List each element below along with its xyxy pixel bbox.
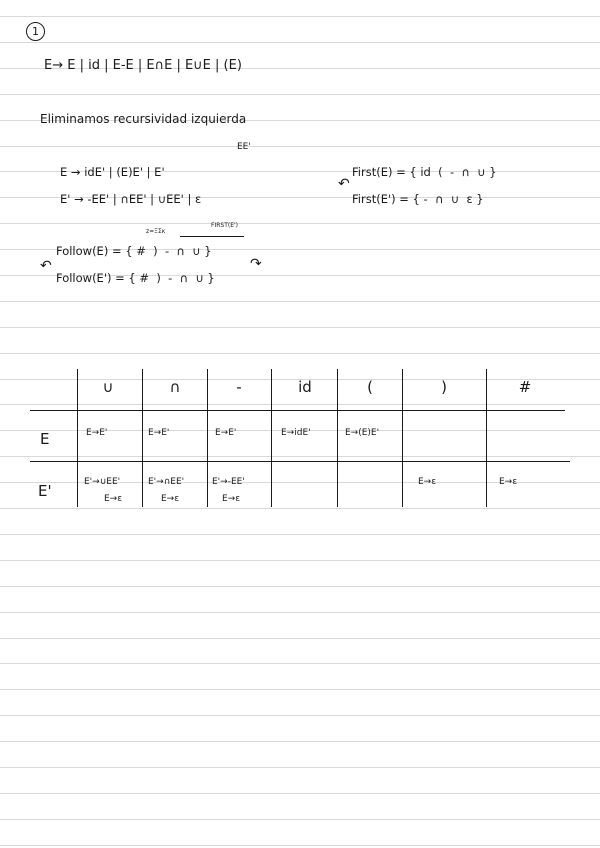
- header-intersection: ∩: [169, 378, 181, 396]
- ruled-line: [0, 715, 600, 716]
- header-minus: -: [236, 378, 242, 396]
- ruled-line: [0, 560, 600, 561]
- header-lparen: (: [367, 378, 373, 396]
- row-label-e: E: [40, 430, 50, 448]
- cell-eprime-minus: E'→-EE': [212, 477, 245, 487]
- ruled-line: [0, 689, 600, 690]
- ruled-line: [0, 612, 600, 613]
- ruled-line: [0, 223, 600, 224]
- exercise-number: 1: [26, 22, 45, 41]
- header-id: id: [298, 378, 312, 396]
- grammar-line: E→ E | id | E-E | E∩E | E∪E | (E): [44, 58, 242, 73]
- cell-e-intersection: E→E': [148, 428, 170, 438]
- ruled-line: [0, 534, 600, 535]
- table-hline-1: [30, 410, 565, 411]
- curved-arrow-right-icon: ↷: [250, 256, 262, 272]
- annotation-ee: EE': [237, 142, 251, 152]
- ruled-line: [0, 819, 600, 820]
- table-vline-7: [486, 369, 487, 507]
- cell-eprime-intersection-epsilon: E→ε: [161, 494, 180, 504]
- ruled-line: [0, 793, 600, 794]
- ruled-line: [0, 94, 600, 95]
- cell-e-lparen: E→(E)E': [345, 428, 380, 438]
- cell-eprime-union: E'→∪EE': [84, 477, 121, 487]
- header-hash: #: [518, 378, 532, 396]
- ruled-line: [0, 146, 600, 147]
- table-vline-2: [142, 369, 143, 507]
- table-hline-2: [30, 461, 570, 462]
- follow-e: Follow(E) = { # ) - ∩ ∪ }: [56, 244, 212, 258]
- ruled-line: [0, 767, 600, 768]
- ruled-line: [0, 16, 600, 17]
- first-eprime-note: FIRST(E'): [211, 222, 238, 229]
- ruled-line: [0, 353, 600, 354]
- ruled-line: [0, 327, 600, 328]
- table-vline-6: [402, 369, 403, 507]
- first-e: First(E) = { id ( - ∩ ∪ }: [352, 165, 497, 179]
- cell-eprime-minus-epsilon: E→ε: [222, 494, 241, 504]
- cell-e-minus: E→E': [215, 428, 237, 438]
- ruled-line: [0, 638, 600, 639]
- header-union: ∪: [102, 378, 114, 396]
- ruled-line: [0, 741, 600, 742]
- ruled-line: [0, 42, 600, 43]
- ruled-line: [0, 508, 600, 509]
- curved-arrow-left-icon: ↶: [40, 258, 52, 274]
- ruled-line: [0, 456, 600, 457]
- bracket-line: [180, 236, 244, 237]
- cell-eprime-intersection: E'→∩EE': [148, 477, 185, 487]
- header-rparen: ): [441, 378, 447, 396]
- cell-eprime-hash: E→ε: [499, 477, 518, 487]
- ruled-line: [0, 663, 600, 664]
- curved-arrow-icon: ↶: [338, 176, 350, 192]
- table-vline-4: [271, 369, 272, 507]
- table-vline-5: [337, 369, 338, 507]
- cell-eprime-union-epsilon: E→ε: [104, 494, 123, 504]
- row-label-e-prime: E': [38, 482, 52, 500]
- ruled-line: [0, 404, 600, 405]
- follow-e-prime: Follow(E') = { # ) - ∩ ∪ }: [56, 271, 215, 285]
- ruled-line: [0, 301, 600, 302]
- cell-eprime-rparen: E→ε: [418, 477, 437, 487]
- table-vline-3: [207, 369, 208, 507]
- section-title: Eliminamos recursividad izquierda: [40, 112, 247, 126]
- cell-e-id: E→idE': [281, 428, 311, 438]
- table-vline-1: [77, 369, 78, 507]
- ruled-line: [0, 845, 600, 846]
- small-note: z=ΞΣκ: [146, 228, 166, 235]
- first-e-prime: First(E') = { - ∩ ∪ ε }: [352, 192, 484, 206]
- cell-e-union: E→E': [86, 428, 108, 438]
- production-e-prime: E' → -EE' | ∩EE' | ∪EE' | ε: [60, 192, 202, 206]
- ruled-line: [0, 586, 600, 587]
- production-e: E → idE' | (E)E' | E': [60, 165, 165, 179]
